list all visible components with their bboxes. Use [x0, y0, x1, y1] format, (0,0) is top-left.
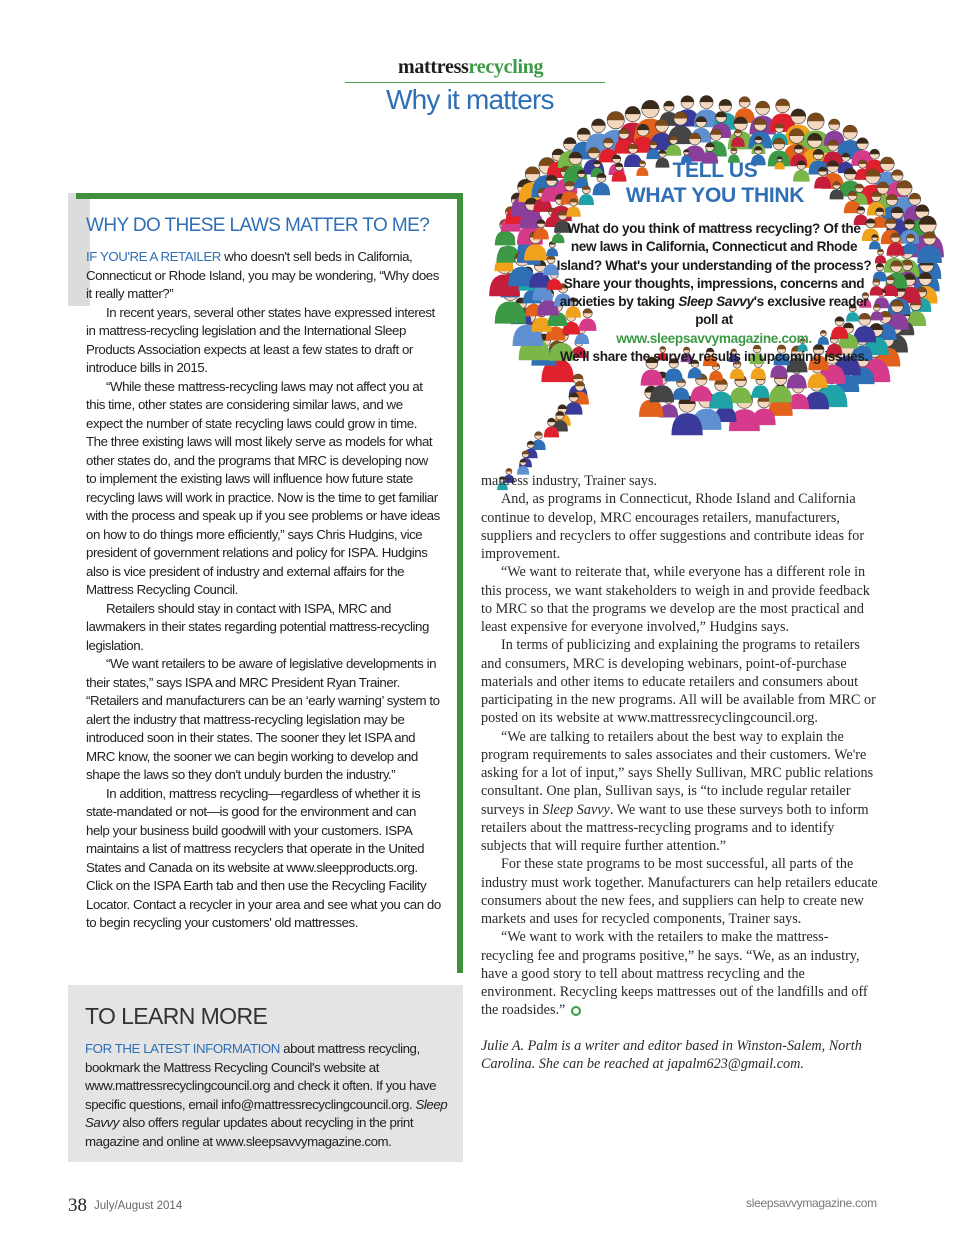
article-paragraph: In terms of publicizing and explaining the programs to retailers and consumers, MRC is developing webinars, point-of-purchase materials and other items to educate retailers and consumers about participating in the new programs. All will be available from MRC or posted on its website at www.mattressrecyclingcouncil.org. — [481, 637, 876, 727]
footer-site: sleepsavvymagazine.com — [746, 1196, 877, 1210]
article-paragraph: “We want to work with the retailers to make the mattress-recycling fee and programs positive,” he says. “We, as an industry, have a good story to tell about mattress recycling and the environment. Recycling keeps mattresses out of the landfills and off the roadsides.” — [481, 929, 868, 1019]
sidebar-paragraph: “While these mattress-recycling laws may not affect you at this time, other states are considering similar laws, and we expect the number of state recycling laws could grow in time. The three existing laws will most likely serve as models for what other states do, and the programs that MRC is developing now to implement the existing laws will influence how future state recycling laws will work in practice. Now is the time to get familiar with the process and speak up if you see problems or have ideas on how to do things more efficiently,” says Chris Hudgins, vice president of government relations and policy for ISPA. Hudgins also is vice president of industry and external affairs for the Mattress Recycling Council. — [86, 378, 440, 597]
author-bio: Julie A. Palm is a writer and editor based in Winston-Salem, North Carolina. She can be reached at japalm623@gmail.com. — [481, 1037, 862, 1072]
sidebar-body — [86, 248, 441, 933]
article-paragraph: For these state programs to be most successful, all parts of the industry must work together. Manufacturers can help retailers educate consumers about the new fees, and suppliers can help to create new markets and uses for recycled components, Trainer says. — [481, 856, 878, 927]
sidebar-paragraph: IF YOU'RE A RETAILER who doesn't sell beds in California, Connecticut or Rhode Island, you may be wondering, “Why does it really matter?” — [86, 249, 439, 301]
sidebar-box — [68, 193, 463, 973]
article-paragraph: And, as programs in Connecticut, Rhode Island and California continue to develop, MRC encourages retailers, manufacturers, suppliers and recyclers to offer suggestions and contribute ideas for improvement. — [481, 491, 865, 562]
person-icon — [709, 378, 733, 408]
sidebar-paragraph: In recent years, several other states have expressed interest in mattress-recycling legislation and the International Sleep Products Association expects at least a few states to draft or introduce bills in 2015. — [86, 304, 435, 375]
issue-date: July/August 2014 — [94, 1200, 183, 1212]
learn-more-heading: TO LEARN MORE — [85, 1003, 268, 1029]
end-of-article-icon — [571, 1006, 581, 1016]
sidebar-paragraph: Retailers should stay in contact with ISPA, MRC and lawmakers in their states regarding potential mattress-recycling legislation. — [86, 600, 429, 653]
article-paragraph: “We are talking to retailers about the best way to explain the program requirements to sales associates and their customers. We're asking for a lot of input,” says Shelly Sullivan, MRC public relations consultant. One plan, Sullivan says, is “to include regular retailer surveys in Sleep Savvy. We want to use these surveys both to inform retailers about the mattress-recycling programs and to identify subjects that will require further attention.” — [481, 728, 874, 854]
poll-text: What do you think of mattress recycling? Of the new laws in California, Connecticut and Rhode Island? What's your understanding of the process? Share your thoughts, impressions, concerns and anxieties by taking Sleep Savvy's exclusive reader poll at www.sleepsavvymagazine.com. We'll share the survey results in upcoming issues. — [556, 221, 872, 365]
poll-url-link[interactable]: www.sleepsavvymagazine.com. — [616, 330, 812, 346]
page-number: 38 — [68, 1195, 87, 1216]
person-icon — [673, 378, 690, 399]
sidebar-paragraph: “We want retailers to be aware of legislative developments in their states,” says ISPA and MRC President Ryan Trainer. “Retailers and manufacturers can be an ‘early warning’ system to alert the industry that mattress-recycling legislation may be introduced soon in their states. The sooner they let ISPA and MRC know, the sooner we can begin working to develop and shape the laws so they don't unduly burden the industry.” — [86, 656, 440, 782]
page-title: Why it matters — [386, 84, 554, 115]
sidebar-paragraph: In addition, mattress recycling—regardless of whether it is state-mandated or not—is good for the environment and can help your business build goodwill with your customers. ISPA maintains a list of mattress recyclers that operate in the United States and Canada on its website at www.sleepproducts.org. Click on the ISPA Earth tab and then use the Recycling Facility Locator. Contact a recycler in your area and see what you can do to begin recycling your customers' old mattresses. — [86, 785, 441, 930]
article-paragraph: mattress industry, Trainer says. — [481, 473, 658, 489]
article-column — [481, 472, 881, 1073]
section-kicker: mattressrecycling — [398, 56, 544, 78]
person-icon — [730, 375, 752, 403]
person-icon — [875, 249, 886, 263]
sidebar-heading: WHY DO THESE LAWS MATTER TO ME? — [86, 215, 430, 236]
learn-more-box — [68, 985, 463, 1162]
learn-more-body: FOR THE LATEST INFORMATION about mattress recycling, bookmark the Mattress Recycling Council's website at www.mattressrecyclingcouncil.org and check it often. If you have specific questions, email info@mattressrecyclingcouncil.org. Sleep Savvy also offers regular updates about recycling in the print magazine and online at www.sleepsavvymagazine.com. — [85, 1041, 448, 1149]
poll-title: TELL US WHAT YOU THINK — [625, 159, 805, 207]
article-paragraph: “We want to reiterate that, while everyone has a different role in this process, we want stakeholders to weigh in and provide feedback to MRC so that the programs we develop are the most practical and least expensive for everyone involved,” Hudgins says. — [481, 564, 870, 635]
